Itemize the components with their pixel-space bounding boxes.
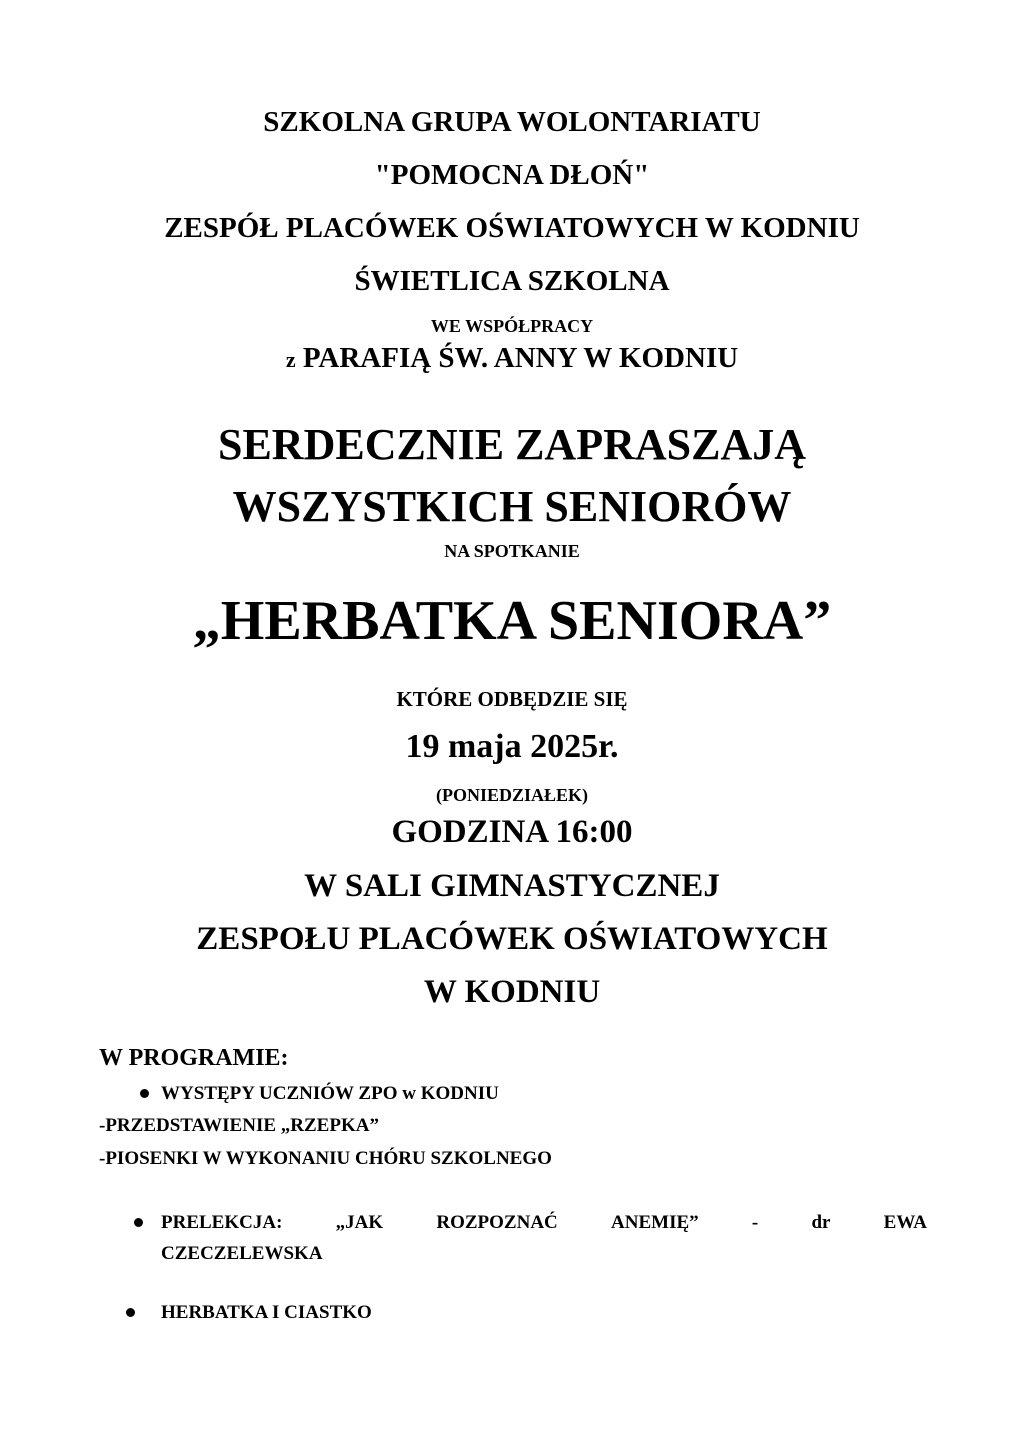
program-item-2-continued: CZECZELEWSKA bbox=[161, 1243, 323, 1264]
organizer-line-4: ŚWIETLICA SZKOLNA bbox=[354, 265, 670, 297]
event-intro: KTÓRE ODBĘDZIE SIĘ bbox=[396, 687, 628, 711]
organizer-line-2: "POMOCNA DŁOŃ" bbox=[374, 159, 650, 191]
organizer-line-1: SZKOLNA GRUPA WOLONTARIATU bbox=[263, 106, 761, 138]
program-title: W PROGRAMIE: bbox=[99, 1045, 289, 1071]
event-title: „HERBATKA SENIORA” bbox=[192, 590, 832, 652]
event-place-3: W KODNIU bbox=[423, 974, 601, 1010]
bullet-icon bbox=[134, 1218, 143, 1227]
program-item-2 bbox=[161, 1213, 927, 1232]
program-item-2-word: - bbox=[751, 1212, 759, 1233]
event-time: GODZINA 16:00 bbox=[391, 814, 633, 850]
program-subitem-1: -PRZEDSTAWIENIE „RZEPKA” bbox=[99, 1115, 379, 1136]
program-item-2-word: ROZPOZNAĆ bbox=[436, 1212, 558, 1233]
partner-prefix: z bbox=[285, 347, 296, 372]
program-item-3: HERBATKA I CIASTKO bbox=[161, 1302, 372, 1323]
event-place-2: ZESPOŁU PLACÓWEK OŚWIATOWYCH bbox=[196, 921, 828, 957]
cooperation-label: WE WSPÓŁPRACY bbox=[430, 316, 594, 336]
event-place-1: W SALI GIMNASTYCZNEJ bbox=[304, 868, 720, 904]
program-item-2-word: PRELEKCJA: bbox=[161, 1212, 283, 1233]
program-item-1: WYSTĘPY UCZNIÓW ZPO w KODNIU bbox=[161, 1083, 499, 1104]
invitation-heading-2: WSZYSTKICH SENIORÓW bbox=[232, 482, 792, 531]
bullet-icon bbox=[140, 1089, 149, 1098]
partner-line bbox=[0, 344, 1024, 373]
bullet-icon bbox=[126, 1308, 135, 1317]
program-item-2-word: ANEMIĘ” bbox=[611, 1212, 699, 1233]
invitation-heading-1: SERDECZNIE ZAPRASZAJĄ bbox=[217, 420, 806, 469]
program-subitem-2: -PIOSENKI W WYKONANIU CHÓRU SZKOLNEGO bbox=[99, 1148, 552, 1169]
partner-name: PARAFIĄ ŚW. ANNY W KODNIU bbox=[295, 342, 739, 374]
program-item-2-word: „JAK bbox=[335, 1212, 384, 1233]
program-item-2-word: dr bbox=[811, 1212, 831, 1233]
invitation-subline: NA SPOTKANIE bbox=[444, 541, 580, 561]
event-weekday: (PONIEDZIAŁEK) bbox=[435, 785, 588, 805]
event-date: 19 maja 2025r. bbox=[405, 728, 619, 765]
organizer-line-3: ZESPÓŁ PLACÓWEK OŚWIATOWYCH W KODNIU bbox=[164, 212, 860, 244]
program-item-2-word: EWA bbox=[883, 1212, 927, 1233]
